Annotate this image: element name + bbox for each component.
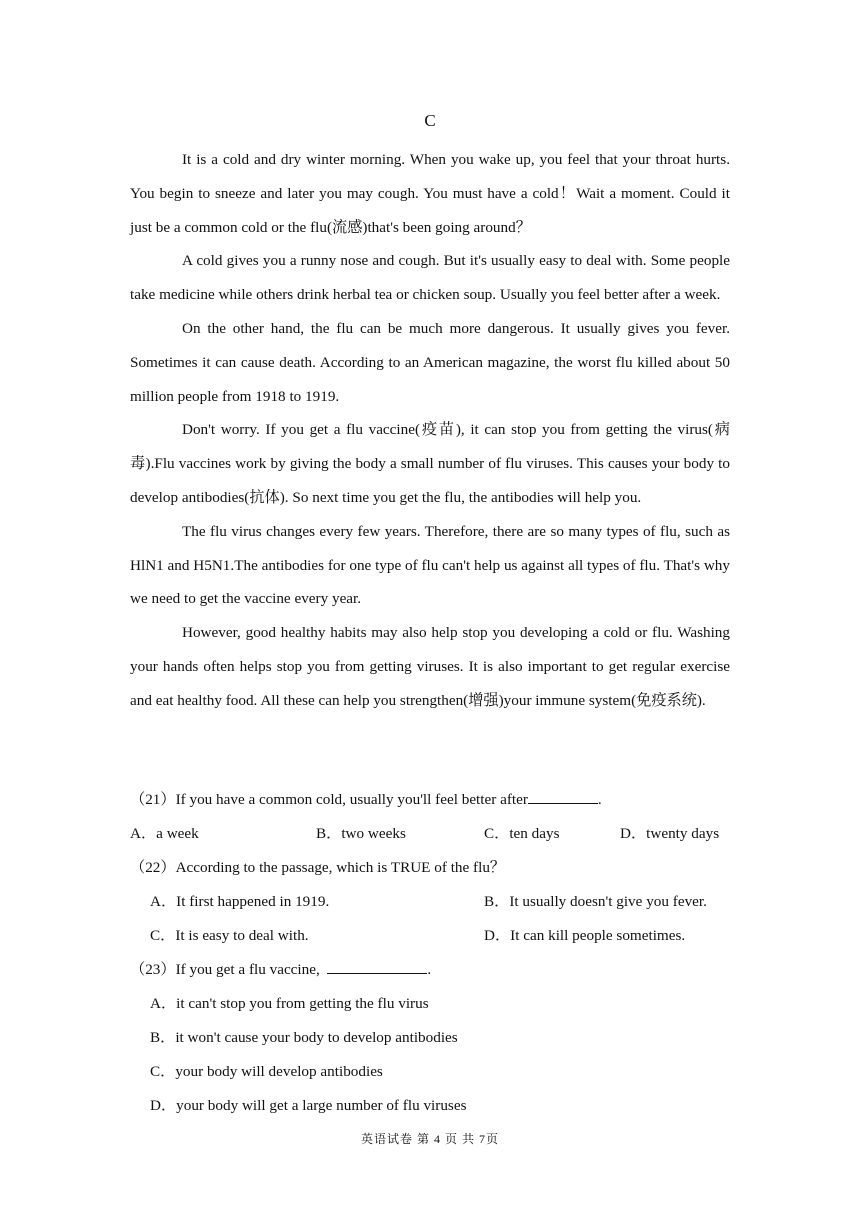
question-stem: （22）According to the passage, which is TRUE of the flu？ <box>130 859 506 876</box>
answer-blank <box>528 789 598 804</box>
passage-paragraph: A cold gives you a runny nose and cough. But it's usually easy to deal with. Some people take medicine while others drink herbal tea or chicken soup. Usually you feel better after a week. <box>130 252 730 304</box>
option-c: C．It is easy to deal with. <box>150 927 309 944</box>
option-a: A．a week <box>130 825 199 842</box>
option-a: A．It first happened in 1919. <box>150 893 330 910</box>
question-end: . <box>597 791 602 808</box>
option-d: D．twenty days <box>620 825 720 842</box>
option-c: C．ten days <box>484 825 560 842</box>
passage-paragraph: The flu virus changes every few years. Therefore, there are so many types of flu, such as HlN1 and H5N1.The antibodies for one type of flu can't help us against all types of flu. That's why we need to get the vaccine every year. <box>130 522 730 608</box>
question-end: . <box>427 961 432 978</box>
reading-passage <box>130 143 730 718</box>
section-letter: C <box>424 111 436 130</box>
option-a: A．it can't stop you from getting the flu virus <box>150 995 429 1012</box>
option-c: C．your body will develop antibodies <box>150 1063 383 1080</box>
question-23 <box>130 958 431 979</box>
passage-paragraph: It is a cold and dry winter morning. When you wake up, you feel that your throat hurts. You begin to sneeze and later you may cough. You must have a cold！Wait a moment. Could it just be a common cold or the flu(流感)that's been going around？ <box>130 151 730 236</box>
answer-blank <box>327 959 427 974</box>
option-b: B．It usually doesn't give you fever. <box>484 893 707 910</box>
option-d: D．It can kill people sometimes. <box>484 927 686 944</box>
passage-paragraph: However, good healthy habits may also help stop you developing a cold or flu. Washing your hands often helps stop you from getting viruses. It is also important to get regular exercise and eat healthy food. All these can help you strengthen(增强)your immune system(免疫系统). <box>130 624 730 709</box>
passage-paragraph: On the other hand, the flu can be much more dangerous. It usually gives you fever. Sometimes it can cause death. According to an American magazine, the worst flu killed about 50 million people from 1918 to 1919. <box>130 319 730 405</box>
page-footer: 英语试卷 第 4 页 共 7页 <box>360 1132 499 1146</box>
question-stem: （23）If you get a flu vaccine, <box>130 961 320 978</box>
option-b: B．it won't cause your body to develop antibodies <box>150 1029 458 1046</box>
option-d: D．your body will get a large number of flu viruses <box>150 1097 467 1114</box>
question-21 <box>130 788 602 809</box>
question-22 <box>130 856 505 877</box>
question-stem: （21）If you have a common cold, usually you'll feel better after <box>130 791 528 808</box>
passage-paragraph: Don't worry. If you get a flu vaccine(疫苗), it can stop you from getting the virus(病毒).Flu vaccines work by giving the body a small number of flu viruses. This causes your body to develop antibodies(抗体). So next time you get the flu, the antibodies will help you. <box>130 421 730 506</box>
option-b: B．two weeks <box>316 825 406 842</box>
